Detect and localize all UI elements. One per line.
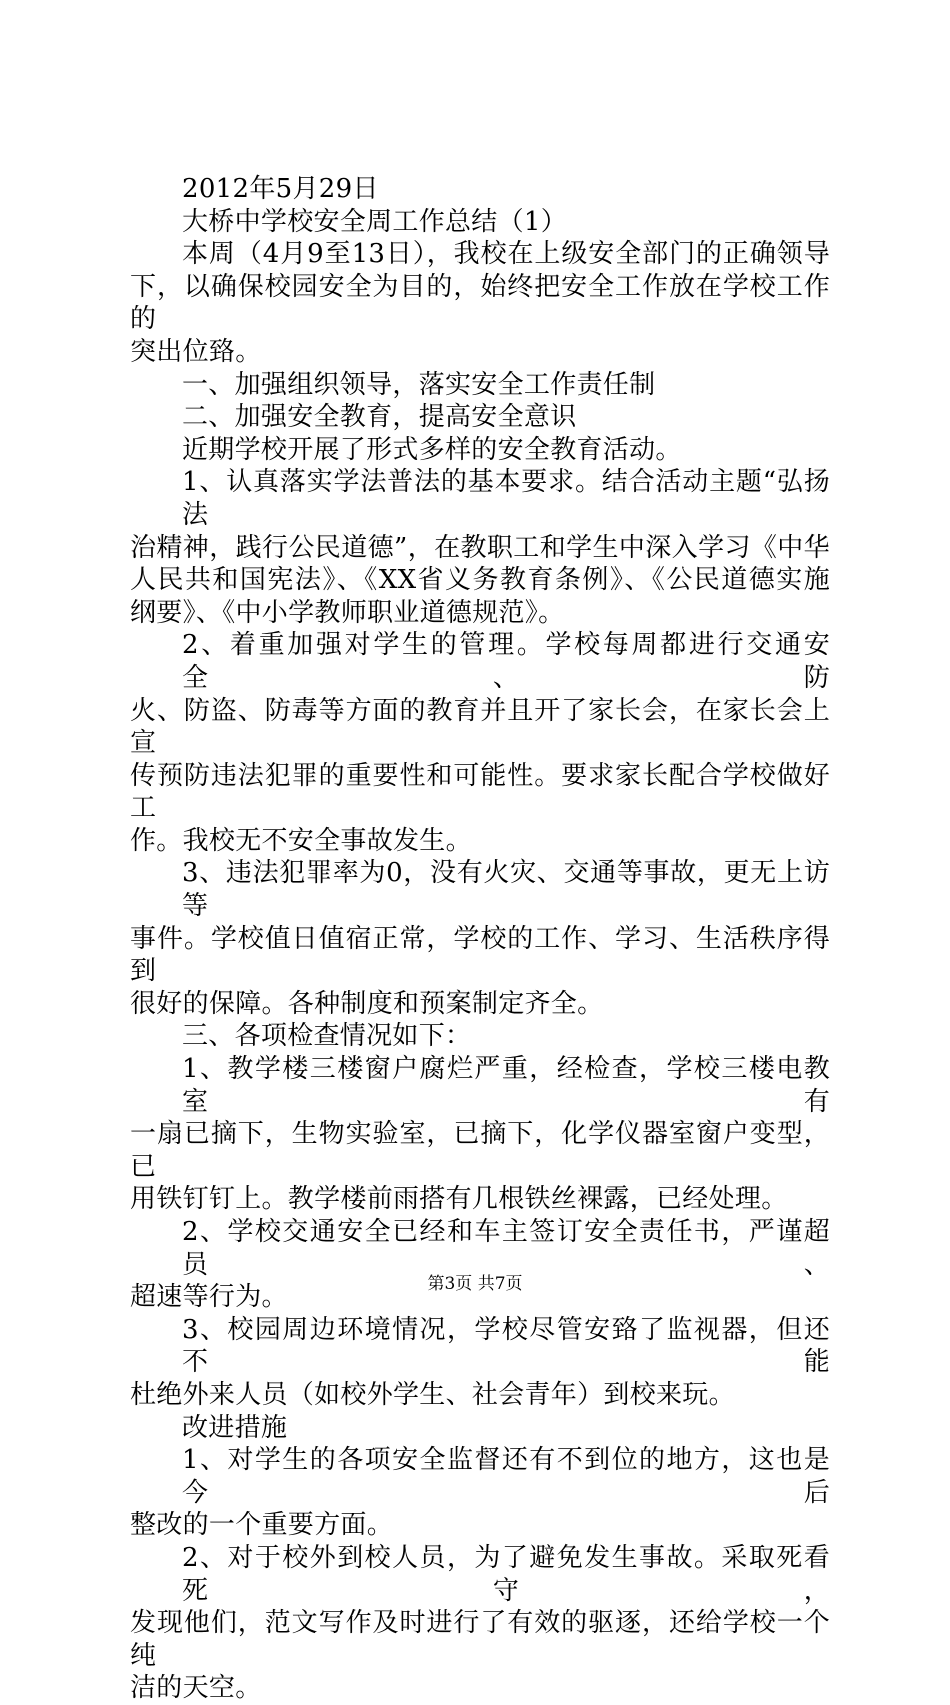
text-line: 洁的天空。 (130, 1673, 262, 1704)
text-line: 纲要》、《中小学教师职业道德规范》。 (130, 597, 565, 628)
text-line: 突出位臵。 (130, 336, 262, 367)
text-line: 三、各项检查情况如下： (182, 1021, 472, 1052)
text-line: 3、校园周边环境情况，学校尽管安臵了监视器，但还不能 (182, 1314, 830, 1378)
text-line: 本周（4月9至13日），我校在上级安全部门的正确领导 (182, 239, 830, 270)
text-line: 2012年5月29日 (182, 174, 379, 204)
text-line: 超速等行为。 (130, 1282, 288, 1313)
text-line: 二、加强安全教育，提高安全意识 (182, 402, 577, 433)
text-line: 1、对学生的各项安全监督还有不到位的地方，这也是今后 (182, 1445, 830, 1508)
text-line: 3、违法犯罪率为0，没有火灾、交通等事故，更无上访等 (182, 858, 830, 922)
text-line: 杜绝外来人员（如校外学生、社会青年）到校来玩。 (130, 1379, 735, 1410)
page-number: 第3页 共7页 (427, 1274, 523, 1294)
text-line: 事件。学校值日值宿正常，学校的工作、学习、生活秩序得到 (130, 923, 830, 987)
text-line: 2、对于校外到校人员，为了避免发生事故。采取死看死守， (182, 1542, 830, 1606)
text-line: 2、学校交通安全已经和车主签订安全责任书，严谨超员、 (182, 1217, 830, 1280)
text-line: 整改的一个重要方面。 (130, 1510, 394, 1541)
text-line: 作。我校无不安全事故发生。 (130, 825, 472, 856)
text-line: 1、教学楼三楼窗户腐烂严重，经检查，学校三楼电教室有 (182, 1054, 830, 1117)
text-line: 治精神，践行公民道德”，在教职工和学生中深入学习《中华 (130, 532, 830, 563)
text-line: 下，以确保校园安全为目的，始终把安全工作放在学校工作的 (130, 271, 830, 335)
text-line: 一扇已摘下，生物实验室，已摘下，化学仪器室窗户变型，已 (130, 1119, 830, 1182)
text-line: 1、认真落实学法普法的基本要求。结合活动主题“弘扬法 (182, 467, 830, 530)
text-line: 近期学校开展了形式多样的安全教育活动。 (182, 434, 682, 465)
document-body (130, 173, 830, 1705)
text-line: 发现他们，范文写作及时进行了有效的驱逐，还给学校一个纯 (130, 1608, 830, 1671)
text-line: 火、防盗、防毒等方面的教育并且开了家长会，在家长会上宣 (130, 695, 830, 759)
text-line: 人民共和国宪法》、《XX省义务教育条例》、《公民道德实施 (130, 565, 830, 596)
text-line: 很好的保障。各种制度和预案制定齐全。 (130, 988, 604, 1019)
text-line: 大桥中学校安全周工作总结（1） (182, 206, 568, 237)
text-line: 改进措施 (182, 1412, 288, 1443)
text-line: 一、加强组织领导，落实安全工作责任制 (182, 369, 656, 400)
text-line: 用铁钉钉上。教学楼前雨搭有几根铁丝裸露，已经处理。 (130, 1184, 788, 1215)
text-line: 2、着重加强对学生的管理。学校每周都进行交通安全、防 (182, 630, 830, 693)
text-line: 传预防违法犯罪的重要性和可能性。要求家长配合学校做好工 (130, 760, 830, 824)
